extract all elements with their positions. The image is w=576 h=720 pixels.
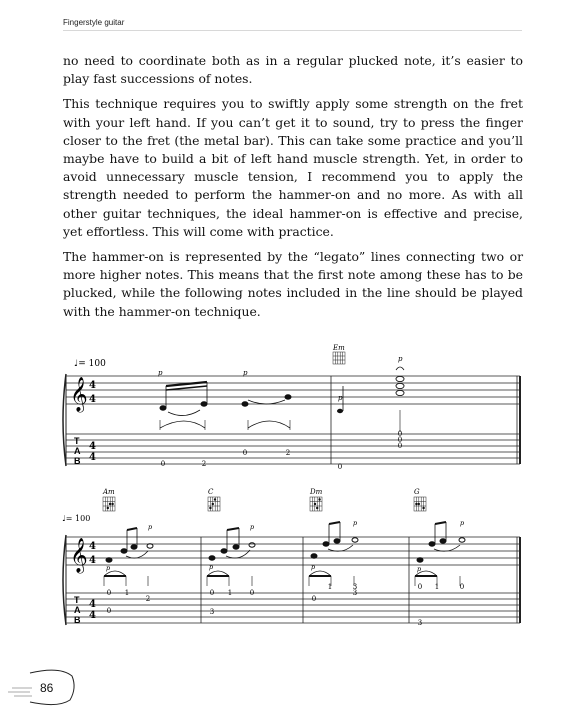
chord-names-2 [102,488,420,496]
paragraph-3: The hammer-on is represented by the “legato” lines connecting two or more higher notes. This means that the first note among these has to be plucked, while the following notes included in the line should be played with the hammer-on technique. [63,249,523,319]
tab-staff-1 [66,434,520,464]
tab-label-t: T [74,436,80,446]
tab-time-top: 4 [89,441,96,452]
svg-text:0: 0 [209,589,215,597]
slurs-example-2 [104,545,460,576]
svg-text:p: p [398,355,403,363]
svg-text:p: p [106,564,111,572]
time-sig-top-2: 4 [89,541,96,552]
paragraph-2: This technique requires you to swiftly apply some strength on the fret with your left hand. If you can’t get it to sound, try to press the finger closer to the fret (the metal bar). This can take some practice and you’ll maybe have to build a bit of left hand muscle strength. Yet, in order to avoid unnecessary muscle tension, I recommend you to apply the strength needed to perform the hammer-on and no more. As with all other guitar techniques, the ideal hammer-on is effective and precise, yet effortless. This will come with practice. [63,96,523,239]
chord-diagrams-2 [103,497,426,511]
svg-text:0: 0 [160,460,166,468]
notes-example-2 [106,522,465,562]
tempo-marking-1: ♩= 100 [74,359,106,369]
svg-text:0: 0 [397,430,403,438]
whole-chord [396,376,404,395]
chord-dots-2 [107,498,425,509]
time-sig-top: 4 [89,380,96,391]
lower-voice-2 [104,576,460,586]
treble-clef-icon: 𝄞 [70,377,88,412]
svg-text:0: 0 [397,436,403,444]
svg-text:1: 1 [124,589,130,597]
svg-text:0: 0 [106,607,112,615]
svg-text:p: p [148,523,153,531]
tab-time-bottom-2: 4 [89,610,96,621]
svg-text:2: 2 [285,449,291,457]
svg-text:0: 0 [242,449,248,457]
svg-text:2: 2 [201,460,207,468]
tab-label-t-2: T [74,595,80,605]
chord-name-c: C [208,488,214,496]
tab-time-top-2: 4 [89,599,96,610]
staff-2 [66,537,520,565]
tab-label-a-2: A [74,605,81,615]
treble-clef-icon-2: 𝄞 [70,538,88,573]
tab-label-b-2: B [74,615,81,625]
svg-text:3: 3 [209,608,215,616]
time-sig-bottom: 4 [89,394,96,405]
svg-text:p: p [417,565,422,573]
chord-name-em: Em [333,344,345,352]
svg-text:0: 0 [337,463,343,471]
tab-time-bottom: 4 [89,452,96,463]
svg-text:3: 3 [352,583,358,591]
tempo-marking-2: ♩= 100 [62,514,91,523]
svg-text:p: p [209,563,214,571]
chord-name-dm: Dm [310,488,323,496]
finger-labels-1 [158,355,403,402]
time-sig-bottom-2: 4 [89,555,96,566]
svg-text:p: p [460,519,465,527]
tab-label-a: A [74,446,81,456]
svg-text:0: 0 [249,589,255,597]
svg-text:p: p [353,519,358,527]
tab-label-b: B [74,456,81,466]
chord-name-g: G [414,488,420,496]
svg-text:p: p [158,369,163,377]
tab-staff-2 [66,593,520,623]
svg-text:0: 0 [417,583,423,591]
svg-text:p: p [338,394,343,402]
svg-text:0: 0 [106,589,112,597]
staff-1 [66,376,520,404]
notes-measure-1 [160,382,291,410]
tab-numbers-1 [161,430,402,471]
svg-text:3: 3 [417,619,423,627]
svg-text:p: p [250,523,255,531]
svg-text:1: 1 [327,583,333,591]
chord-name-am: Am [103,488,115,496]
paragraph-1: no need to coordinate both as in a regular plucked note, it’s easier to play fast successions of notes. [63,53,523,87]
svg-text:3: 3 [352,589,358,597]
svg-text:2: 2 [145,595,151,603]
svg-text:1: 1 [227,589,233,597]
running-title: Fingerstyle guitar [63,18,125,27]
example-1 [63,344,520,471]
chord-diagram-em [333,352,345,364]
svg-text:p: p [311,563,316,571]
svg-text:0: 0 [397,442,403,450]
page-number: 86 [40,681,54,695]
example-2 [62,488,520,627]
svg-text:1: 1 [434,583,440,591]
svg-text:0: 0 [459,583,465,591]
svg-text:0: 0 [311,595,317,603]
svg-text:p: p [243,369,248,377]
